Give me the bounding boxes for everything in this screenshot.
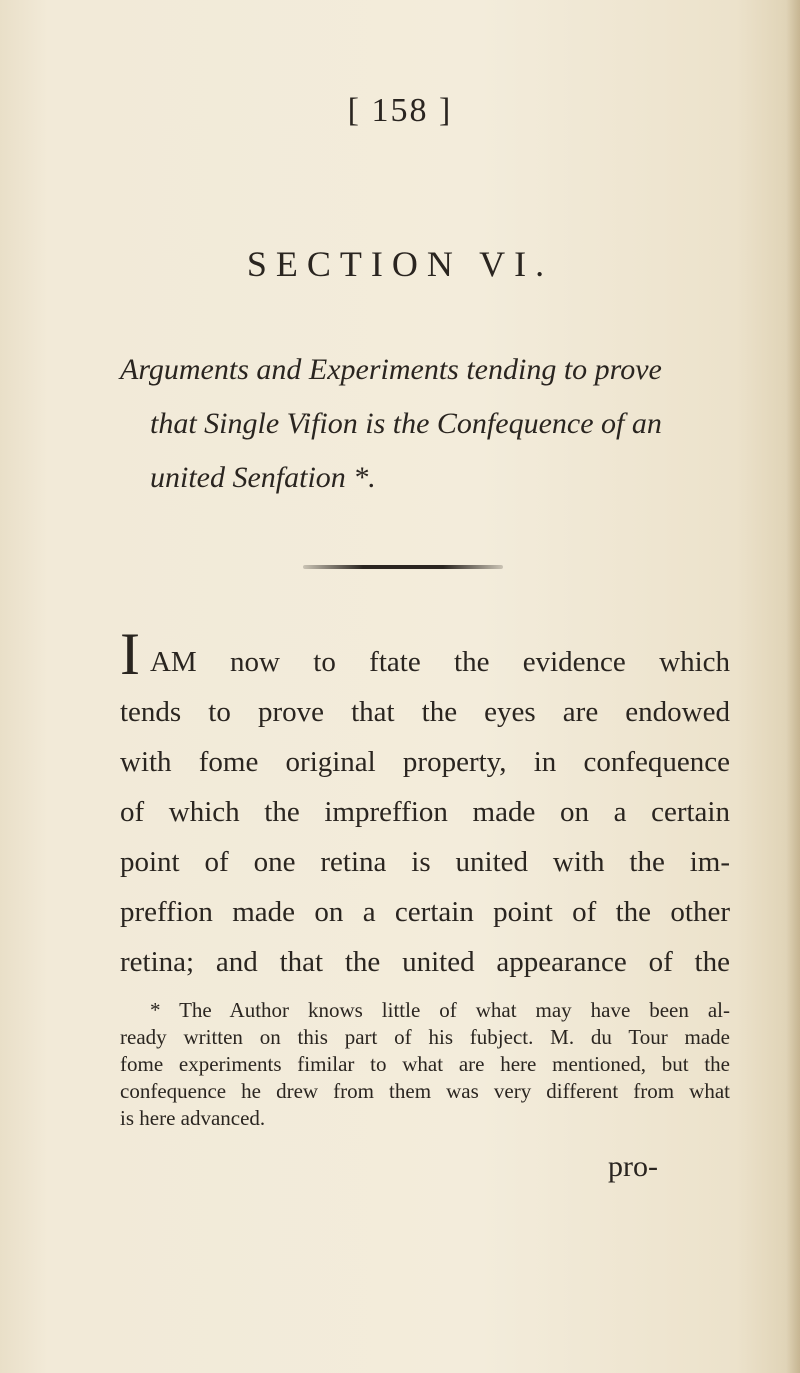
body-line: tends to prove that the eyes are endowed	[120, 696, 730, 728]
body-line: preffion made on a certain point of the other	[120, 896, 730, 928]
body-line: with fome original property, in confequence	[120, 746, 730, 778]
page-edge-shadow	[786, 0, 800, 1373]
section-title: SECTION VI.	[246, 244, 554, 284]
page-number: [ 158 ]	[347, 92, 453, 129]
body-line-text: AM now to ftate the evidence which	[149, 646, 730, 678]
body-line	[120, 621, 730, 687]
subtitle-line: united Senfation *.	[150, 461, 376, 494]
footnote-line: ready written on this part of his fubject. M. du Tour made	[120, 1025, 730, 1049]
body-line: retina; and that the united appearance of the	[120, 946, 730, 978]
body-paragraph	[120, 621, 730, 987]
section-divider-rule	[303, 565, 503, 569]
section-subtitle	[120, 343, 730, 505]
footnote-line: * The Author knows little of what may have been al-	[150, 998, 730, 1022]
footnote	[120, 997, 730, 1132]
drop-cap: I	[120, 621, 140, 687]
footnote-line: fome experiments fimilar to what are here mentioned, but the	[120, 1052, 730, 1076]
body-line: point of one retina is united with the im-	[120, 846, 730, 878]
footnote-line: confequence he drew from them was very different from what	[120, 1079, 730, 1103]
catchword: pro-	[608, 1150, 658, 1183]
subtitle-line: Arguments and Experiments tending to prove	[120, 353, 662, 386]
footnote-line: is here advanced.	[120, 1106, 266, 1130]
subtitle-line: that Single Vifion is the Confequence of an	[150, 407, 662, 440]
body-line: of which the impreffion made on a certain	[120, 796, 730, 828]
